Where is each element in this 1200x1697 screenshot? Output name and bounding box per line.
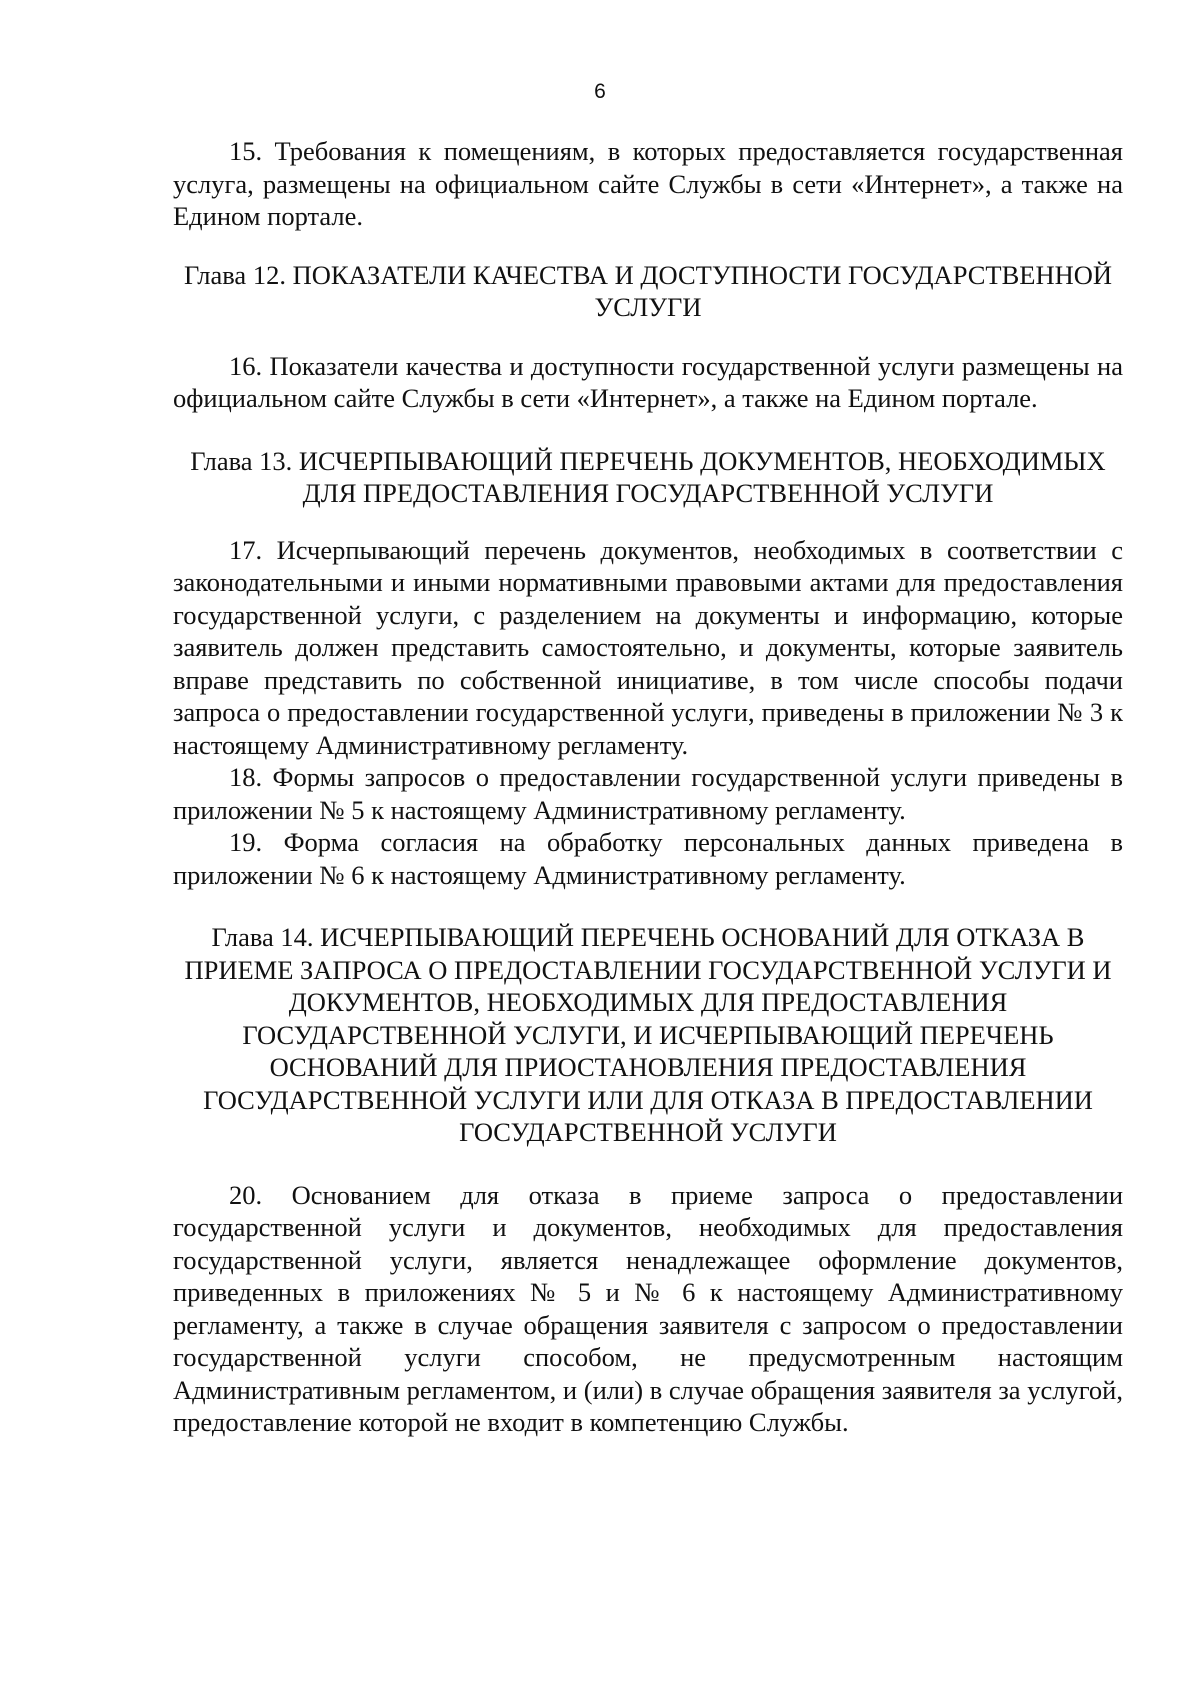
paragraph-16: 16. Показатели качества и доступности государственной услуги размещены на официальном сайте Службы в сети «Интернет», а также на Едином портале. (173, 350, 1123, 413)
paragraph-15: 15. Требования к помещениям, в которых предоставляется государственная услуга, размещены на официальном сайте Службы в сети «Интернет», а также на Едином портале. (173, 136, 1123, 231)
chapter-12-heading: Глава 12. ПОКАЗАТЕЛИ КАЧЕСТВА И ДОСТУПНОСТИ ГОСУДАРСТВЕННОЙ УСЛУГИ (183, 259, 1113, 322)
paragraph-17: 17. Исчерпывающий перечень документов, необходимых в соответствии с законодательными и иными нормативными правовыми актами для предоставления государственной услуги, с разделением на документы и информацию, которые заявитель должен представить самостоятельно, и документы, которые заявитель вправе представить по собственной инициативе, в том числе способы подачи запроса о предоставлении государственной услуги, приведены в приложении № 3 к настоящему Административному регламенту. (173, 534, 1123, 760)
chapter-13-heading: Глава 13. ИСЧЕРПЫВАЮЩИЙ ПЕРЕЧЕНЬ ДОКУМЕНТОВ, НЕОБХОДИМЫХ ДЛЯ ПРЕДОСТАВЛЕНИЯ ГОСУДАРСТВЕННОЙ УСЛУГИ (190, 445, 1106, 508)
paragraph-18: 18. Формы запросов о предоставлении государственной услуги приведены в приложении № 5 к настоящему Административному регламенту. (173, 762, 1123, 825)
paragraph-19: 19. Форма согласия на обработку персональных данных приведена в приложении № 6 к настоящему Административному регламенту. (173, 827, 1123, 890)
page-number: 6 (594, 80, 606, 103)
paragraph-20: 20. Основанием для отказа в приеме запроса о предоставлении государственной услуги и документов, необходимых для предоставления государственной услуги, является ненадлежащее оформление документов, приведенных в приложениях № 5 и № 6 к настоящему Административному регламенту, а также в случае обращения заявителя с запросом о предоставлении государственной услуги способом, не предусмотренным настоящим Административным регламентом, и (или) в случае обращения заявителя за услугой, предоставление которой не входит в компетенцию Службы. (173, 1179, 1123, 1437)
document-body (173, 135, 1123, 1439)
chapter-14-heading: Глава 14. ИСЧЕРПЫВАЮЩИЙ ПЕРЕЧЕНЬ ОСНОВАНИЙ ДЛЯ ОТКАЗА В ПРИЕМЕ ЗАПРОСА О ПРЕДОСТАВЛЕНИИ ГОСУДАРСТВЕННОЙ УСЛУГИ И ДОКУМЕНТОВ, НЕОБХОДИМЫХ ДЛЯ ПРЕДОСТАВЛЕНИЯ ГОСУДАРСТВЕННОЙ УСЛУГИ, И ИСЧЕРПЫВАЮЩИЙ ПЕРЕЧЕНЬ ОСНОВАНИЙ ДЛЯ ПРИОСТАНОВЛЕНИЯ ПРЕДОСТАВЛЕНИЯ ГОСУДАРСТВЕННОЙ УСЛУГИ ИЛИ ДЛЯ ОТКАЗА В ПРЕДОСТАВЛЕНИИ ГОСУДАРСТВЕННОЙ УСЛУГИ (184, 922, 1112, 1147)
